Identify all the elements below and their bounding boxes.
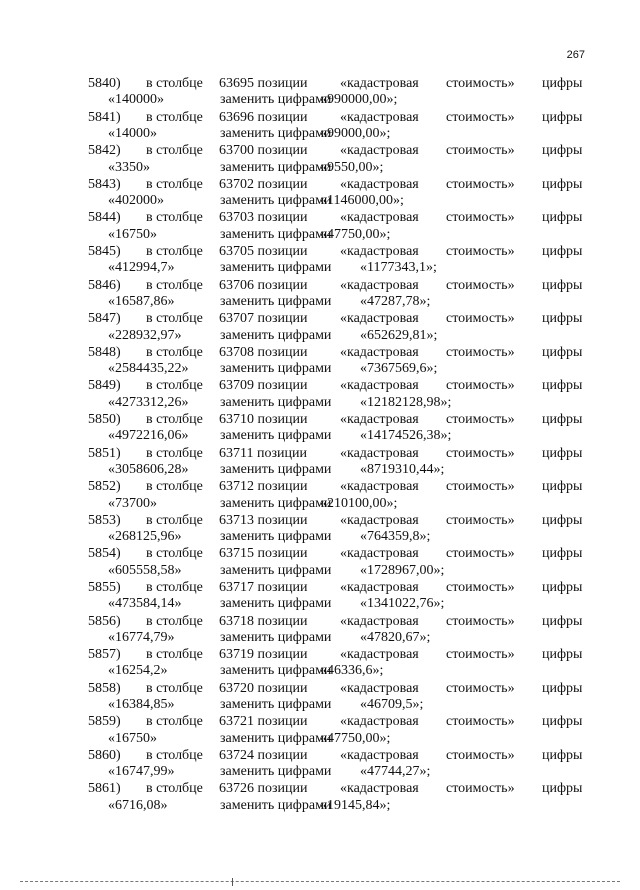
new-value: «1146000,00»; [320,193,404,209]
digits-word: цифры [542,613,583,629]
value-word: стоимость» [446,378,515,394]
value-word: стоимость» [446,176,515,192]
cadastral-word: «кадастровая [340,445,419,461]
replace-phrase: заменить цифрами [220,92,332,108]
cadastral-word: «кадастровая [340,277,419,293]
cadastral-word: «кадастровая [340,109,419,125]
value-word: стоимость» [446,210,515,226]
cadastral-word: «кадастровая [340,311,419,327]
replace-phrase: заменить цифрами [220,394,332,410]
value-word: стоимость» [446,579,515,595]
entry-number: 5844) [88,210,121,226]
value-word: стоимость» [446,143,515,159]
column-phrase: в столбце [146,243,203,259]
value-word: стоимость» [446,680,515,696]
replace-phrase: заменить цифрами [220,260,332,276]
amendment-entry [88,446,588,480]
old-value: «16587,86» [108,293,175,309]
replace-phrase: заменить цифрами [220,159,332,175]
position-phrase: 63720 позиции [219,680,308,696]
position-phrase: 63703 позиции [219,210,308,226]
entry-number: 5859) [88,714,121,730]
amendment-entry [88,378,588,412]
new-value: «1341022,76»; [360,596,445,612]
replace-phrase: заменить цифрами [220,428,332,444]
value-word: стоимость» [446,613,515,629]
replace-phrase: заменить цифрами [220,327,332,343]
new-value: «1728967,00»; [360,562,445,578]
new-value: «47750,00»; [320,226,391,242]
replace-phrase: заменить цифрами [220,293,332,309]
amendment-entry [88,647,588,681]
entry-number: 5840) [88,76,121,91]
new-value: «14174526,38»; [360,428,452,444]
column-phrase: в столбце [146,747,203,763]
digits-word: цифры [542,311,583,327]
entry-number: 5849) [88,378,121,394]
replace-phrase: заменить цифрами [220,629,332,645]
entry-number: 5855) [88,579,121,595]
value-word: стоимость» [446,311,515,327]
column-phrase: в столбце [146,76,203,91]
digits-word: цифры [542,210,583,226]
cadastral-word: «кадастровая [340,747,419,763]
amendment-entry [88,76,588,110]
column-phrase: в столбце [146,579,203,595]
cadastral-word: «кадастровая [340,546,419,562]
replace-phrase: заменить цифрами [220,226,332,242]
column-phrase: в столбце [146,311,203,327]
column-phrase: в столбце [146,277,203,293]
cadastral-word: «кадастровая [340,344,419,360]
amendment-entry [88,681,588,715]
entry-number: 5846) [88,277,121,293]
old-value: «16747,99» [108,764,175,780]
replace-phrase: заменить цифрами [220,495,332,511]
replace-phrase: заменить цифрами [220,361,332,377]
position-phrase: 63717 позиции [219,579,308,595]
position-phrase: 63719 позиции [219,647,308,663]
amendment-entry [88,748,588,782]
value-word: стоимость» [446,512,515,528]
new-value: «99000,00»; [320,125,391,141]
column-phrase: в столбце [146,210,203,226]
digits-word: цифры [542,277,583,293]
amendment-entry [88,614,588,648]
replace-phrase: заменить цифрами [220,730,332,746]
position-phrase: 63706 позиции [219,277,308,293]
digits-word: цифры [542,579,583,595]
old-value: «412994,7» [108,260,175,276]
old-value: «228932,97» [108,327,182,343]
position-phrase: 63696 позиции [219,109,308,125]
entry-number: 5843) [88,176,121,192]
column-phrase: в столбце [146,176,203,192]
digits-word: цифры [542,378,583,394]
digits-word: цифры [542,344,583,360]
value-word: стоимость» [446,344,515,360]
digits-word: цифры [542,512,583,528]
old-value: «16750» [108,226,157,242]
cadastral-word: «кадастровая [340,512,419,528]
old-value: «605558,58» [108,562,182,578]
column-phrase: в столбце [146,613,203,629]
entry-number: 5853) [88,512,121,528]
amendment-list [88,76,588,815]
amendment-entry [88,143,588,177]
amendment-entry [88,244,588,278]
digits-word: цифры [542,680,583,696]
new-value: «46336,6»; [320,663,384,679]
new-value: «9550,00»; [320,159,384,175]
entry-number: 5850) [88,411,121,427]
position-phrase: 63718 позиции [219,613,308,629]
new-value: «652629,81»; [360,327,438,343]
new-value: «19145,84»; [320,797,391,813]
old-value: «16254,2» [108,663,168,679]
digits-word: цифры [542,76,583,91]
old-value: «73700» [108,495,157,511]
cadastral-word: «кадастровая [340,579,419,595]
value-word: стоимость» [446,546,515,562]
new-value: «210100,00»; [320,495,398,511]
column-phrase: в столбце [146,411,203,427]
digits-word: цифры [542,546,583,562]
amendment-entry [88,781,588,815]
page-number: 267 [566,49,585,61]
value-word: стоимость» [446,714,515,730]
column-phrase: в столбце [146,781,203,797]
column-phrase: в столбце [146,714,203,730]
new-value: «8719310,44»; [360,461,445,477]
entry-number: 5852) [88,479,121,495]
old-value: «268125,96» [108,529,182,545]
position-phrase: 63707 позиции [219,311,308,327]
cadastral-word: «кадастровая [340,714,419,730]
digits-word: цифры [542,445,583,461]
cadastral-word: «кадастровая [340,613,419,629]
amendment-entry [88,210,588,244]
new-value: «764359,8»; [360,529,431,545]
old-value: «3350» [108,159,150,175]
digits-word: цифры [542,479,583,495]
cadastral-word: «кадастровая [340,76,419,91]
replace-phrase: заменить цифрами [220,797,332,813]
cadastral-word: «кадастровая [340,143,419,159]
entry-number: 5858) [88,680,121,696]
digits-word: цифры [542,781,583,797]
column-phrase: в столбце [146,378,203,394]
cadastral-word: «кадастровая [340,781,419,797]
column-phrase: в столбце [146,546,203,562]
new-value: «46709,5»; [360,697,424,713]
digits-word: цифры [542,143,583,159]
old-value: «16384,85» [108,697,175,713]
entry-number: 5845) [88,243,121,259]
old-value: «14000» [108,125,157,141]
position-phrase: 63702 позиции [219,176,308,192]
column-phrase: в столбце [146,143,203,159]
column-phrase: в столбце [146,512,203,528]
replace-phrase: заменить цифрами [220,125,332,141]
amendment-entry [88,311,588,345]
footer-tick [232,878,233,886]
entry-number: 5854) [88,546,121,562]
column-phrase: в столбце [146,680,203,696]
replace-phrase: заменить цифрами [220,663,332,679]
old-value: «16774,79» [108,629,175,645]
value-word: стоимость» [446,747,515,763]
cadastral-word: «кадастровая [340,479,419,495]
amendment-entry [88,580,588,614]
position-phrase: 63711 позиции [219,445,307,461]
position-phrase: 63712 позиции [219,479,308,495]
amendment-entry [88,479,588,513]
entry-number: 5841) [88,109,121,125]
cadastral-word: «кадастровая [340,378,419,394]
value-word: стоимость» [446,277,515,293]
old-value: «4972216,06» [108,428,189,444]
column-phrase: в столбце [146,344,203,360]
digits-word: цифры [542,109,583,125]
position-phrase: 63724 позиции [219,747,308,763]
value-word: стоимость» [446,411,515,427]
cadastral-word: «кадастровая [340,243,419,259]
column-phrase: в столбце [146,479,203,495]
entry-number: 5857) [88,647,121,663]
new-value: «47820,67»; [360,629,431,645]
digits-word: цифры [542,176,583,192]
replace-phrase: заменить цифрами [220,461,332,477]
entry-number: 5848) [88,344,121,360]
old-value: «3058606,28» [108,461,189,477]
cadastral-word: «кадастровая [340,647,419,663]
digits-word: цифры [542,747,583,763]
column-phrase: в столбце [146,647,203,663]
amendment-entry [88,110,588,144]
new-value: «47750,00»; [320,730,391,746]
digits-word: цифры [542,714,583,730]
old-value: «2584435,22» [108,361,189,377]
position-phrase: 63709 позиции [219,378,308,394]
position-phrase: 63700 позиции [219,143,308,159]
digits-word: цифры [542,411,583,427]
position-phrase: 63695 позиции [219,76,308,91]
position-phrase: 63726 позиции [219,781,308,797]
entry-number: 5861) [88,781,121,797]
replace-phrase: заменить цифрами [220,596,332,612]
cadastral-word: «кадастровая [340,411,419,427]
new-value: «12182128,98»; [360,394,452,410]
value-word: стоимость» [446,647,515,663]
old-value: «16750» [108,730,157,746]
amendment-entry [88,513,588,547]
replace-phrase: заменить цифрами [220,193,332,209]
position-phrase: 63705 позиции [219,243,308,259]
cadastral-word: «кадастровая [340,210,419,226]
value-word: стоимость» [446,243,515,259]
amendment-entry [88,412,588,446]
column-phrase: в столбце [146,109,203,125]
amendment-entry [88,546,588,580]
digits-word: цифры [542,647,583,663]
old-value: «6716,08» [108,797,168,813]
entry-number: 5842) [88,143,121,159]
entry-number: 5856) [88,613,121,629]
cadastral-word: «кадастровая [340,176,419,192]
entry-number: 5860) [88,747,121,763]
replace-phrase: заменить цифрами [220,529,332,545]
entry-number: 5851) [88,445,121,461]
replace-phrase: заменить цифрами [220,562,332,578]
old-value: «402000» [108,193,164,209]
position-phrase: 63708 позиции [219,344,308,360]
digits-word: цифры [542,243,583,259]
new-value: «47287,78»; [360,293,431,309]
value-word: стоимость» [446,109,515,125]
new-value: «7367569,6»; [360,361,438,377]
old-value: «140000» [108,92,164,108]
new-value: «1177343,1»; [360,260,437,276]
old-value: «4273312,26» [108,394,189,410]
value-word: стоимость» [446,76,515,91]
value-word: стоимость» [446,445,515,461]
replace-phrase: заменить цифрами [220,764,332,780]
footer-rule [20,881,620,882]
position-phrase: 63715 позиции [219,546,308,562]
entry-number: 5847) [88,311,121,327]
amendment-entry [88,278,588,312]
new-value: «990000,00»; [320,92,398,108]
amendment-entry [88,177,588,211]
old-value: «473584,14» [108,596,182,612]
value-word: стоимость» [446,479,515,495]
amendment-entry [88,714,588,748]
new-value: «47744,27»; [360,764,431,780]
position-phrase: 63721 позиции [219,714,308,730]
amendment-entry [88,345,588,379]
position-phrase: 63713 позиции [219,512,308,528]
position-phrase: 63710 позиции [219,411,308,427]
value-word: стоимость» [446,781,515,797]
cadastral-word: «кадастровая [340,680,419,696]
column-phrase: в столбце [146,445,203,461]
replace-phrase: заменить цифрами [220,697,332,713]
